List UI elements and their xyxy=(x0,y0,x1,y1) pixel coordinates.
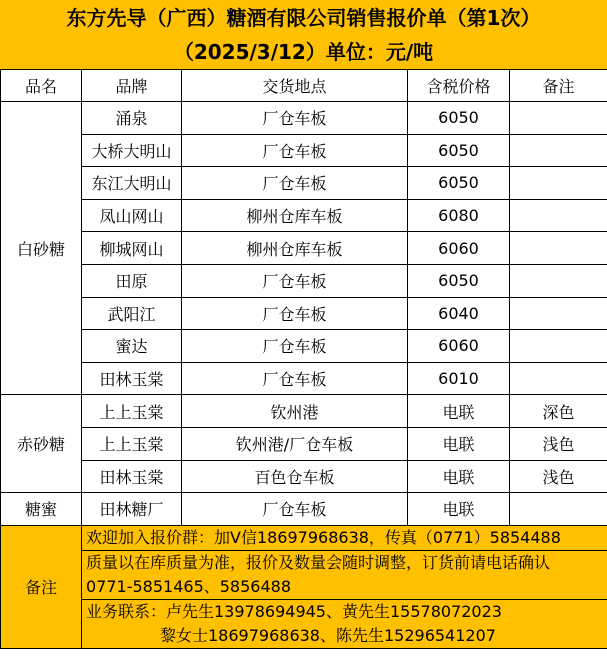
table-row xyxy=(1,167,607,200)
brand-cell: 涌泉 xyxy=(82,102,182,135)
remarks-line: 黎女士18697968638、陈先生15296541207 xyxy=(160,625,496,645)
price-cell: 电联 xyxy=(408,493,510,526)
brand-cell: 凤山网山 xyxy=(82,199,182,232)
col-header-location: 交货地点 xyxy=(182,70,408,102)
price-cell: 电联 xyxy=(408,395,510,428)
brand-cell: 上上玉棠 xyxy=(82,395,182,428)
note-cell xyxy=(510,102,607,135)
note-cell xyxy=(510,167,607,200)
note-cell xyxy=(510,199,607,232)
remarks-line: 欢迎加入报价群：加V信18697968638，传真（0771）5854488 xyxy=(86,527,561,547)
location-cell: 钦州港 xyxy=(182,395,408,428)
brand-cell: 上上玉棠 xyxy=(82,427,182,460)
location-cell: 柳州仓库车板 xyxy=(182,199,408,232)
note-cell xyxy=(510,264,607,297)
price-cell: 6040 xyxy=(408,297,510,330)
location-cell: 厂仓车板 xyxy=(182,134,408,167)
price-cell: 6010 xyxy=(408,362,510,395)
note-cell: 深色 xyxy=(510,395,607,428)
table-row xyxy=(1,264,607,297)
brand-cell: 田原 xyxy=(82,264,182,297)
table-row xyxy=(1,460,607,493)
table-row xyxy=(1,297,607,330)
location-cell: 柳州仓库车板 xyxy=(182,232,408,265)
location-cell: 厂仓车板 xyxy=(182,330,408,363)
remarks-text xyxy=(82,550,607,599)
price-cell: 6050 xyxy=(408,102,510,135)
price-table xyxy=(0,69,607,649)
brand-cell: 田林糖厂 xyxy=(82,493,182,526)
location-cell: 百色仓车板 xyxy=(182,460,408,493)
remarks-text xyxy=(82,599,607,648)
note-cell xyxy=(510,297,607,330)
price-cell: 6060 xyxy=(408,232,510,265)
col-header-price: 含税价格 xyxy=(408,70,510,102)
remarks-row xyxy=(1,599,607,648)
remarks-line: 业务联系：卢先生13978694945、黄先生15578072023 xyxy=(86,601,502,621)
brand-cell: 大桥大明山 xyxy=(82,134,182,167)
note-cell xyxy=(510,232,607,265)
table-row xyxy=(1,493,607,526)
remarks-label: 备注 xyxy=(1,525,82,648)
table-row xyxy=(1,134,607,167)
col-header-product: 品名 xyxy=(1,70,82,102)
note-cell xyxy=(510,493,607,526)
note-cell: 浅色 xyxy=(510,460,607,493)
location-cell: 厂仓车板 xyxy=(182,297,408,330)
location-cell: 厂仓车板 xyxy=(182,167,408,200)
price-cell: 电联 xyxy=(408,427,510,460)
table-row xyxy=(1,330,607,363)
sheet-subtitle: （2025/3/12）单位：元/吨 xyxy=(173,40,434,64)
location-cell: 厂仓车板 xyxy=(182,264,408,297)
col-header-note: 备注 xyxy=(510,70,607,102)
price-cell: 6060 xyxy=(408,330,510,363)
brand-cell: 蜜达 xyxy=(82,330,182,363)
table-row xyxy=(1,395,607,428)
remarks-line: 质量以在库质量为准，报价及数量会随时调整，订货前请电话确认 xyxy=(86,552,551,572)
location-cell: 厂仓车板 xyxy=(182,362,408,395)
note-cell: 浅色 xyxy=(510,427,607,460)
price-cell: 6080 xyxy=(408,199,510,232)
brand-cell: 田林玉棠 xyxy=(82,460,182,493)
brand-cell: 田林玉棠 xyxy=(82,362,182,395)
note-cell xyxy=(510,330,607,363)
price-cell: 电联 xyxy=(408,460,510,493)
table-row xyxy=(1,199,607,232)
product-name-cell: 白砂糖 xyxy=(1,102,82,395)
price-cell: 6050 xyxy=(408,134,510,167)
location-cell: 厂仓车板 xyxy=(182,102,408,135)
remarks-row xyxy=(1,550,607,599)
remarks-row xyxy=(1,525,607,550)
table-row xyxy=(1,102,607,135)
header-row xyxy=(1,70,607,102)
location-cell: 钦州港/厂仓车板 xyxy=(182,427,408,460)
remarks-line: 0771-5851465、5856488 xyxy=(86,576,292,596)
table-row xyxy=(1,362,607,395)
col-header-brand: 品牌 xyxy=(82,70,182,102)
remarks-text xyxy=(82,525,607,550)
brand-cell: 武阳江 xyxy=(82,297,182,330)
note-cell xyxy=(510,134,607,167)
brand-cell: 东江大明山 xyxy=(82,167,182,200)
product-name-cell: 赤砂糖 xyxy=(1,395,82,493)
location-cell: 厂仓车板 xyxy=(182,493,408,526)
price-cell: 6050 xyxy=(408,264,510,297)
table-row xyxy=(1,232,607,265)
product-name-cell: 糖蜜 xyxy=(1,493,82,526)
brand-cell: 柳城网山 xyxy=(82,232,182,265)
table-row xyxy=(1,427,607,460)
note-cell xyxy=(510,362,607,395)
sheet-title: 东方先导（广西）糖酒有限公司销售报价单（第1次） xyxy=(66,6,541,30)
price-cell: 6050 xyxy=(408,167,510,200)
